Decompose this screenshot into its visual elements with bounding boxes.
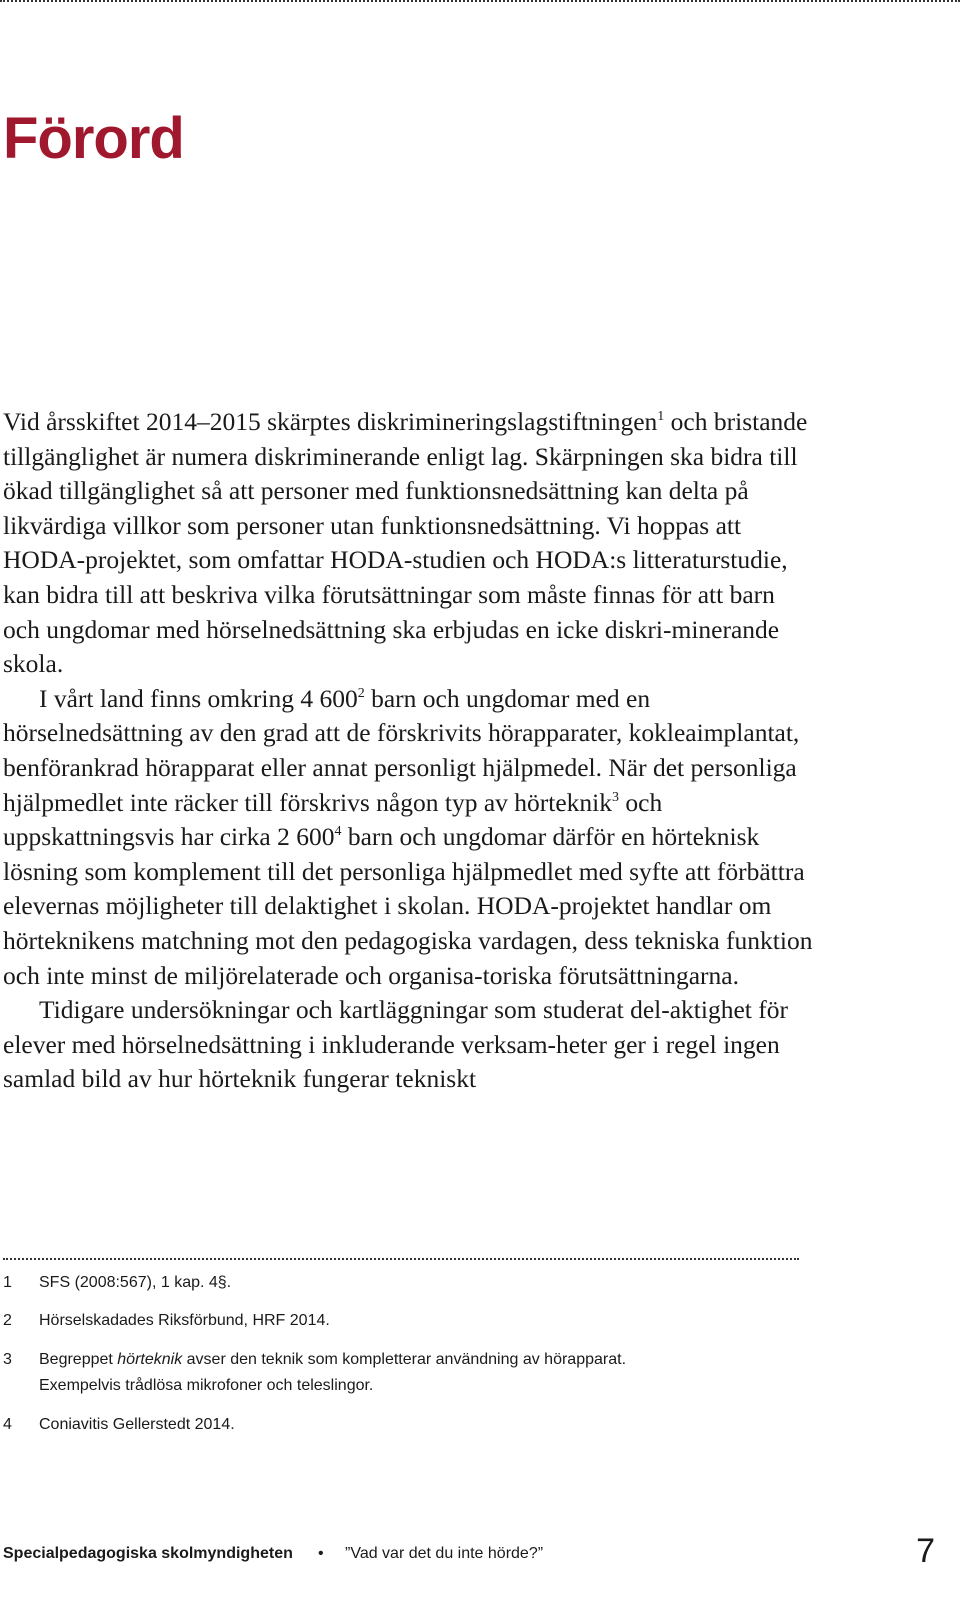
footnote-number: 3: [3, 1351, 12, 1368]
footer-organization: Specialpedagogiska skolmyndigheten: [3, 1545, 293, 1562]
paragraph-2-text-b: barn och ungdomar med en hörselnedsättning av den grad att de förskrivits hörapparater, kokleaimplantat, benförankrad hörapparat eller annat personligt hjälpmedel. När det personliga hjälpmedlet inte räcker till förskrivs någon typ av hörteknik: [3, 683, 800, 817]
footnote-text: Coniavitis Gellerstedt 2014.: [39, 1416, 235, 1433]
footnote-ref-1: 1: [657, 409, 665, 424]
body-text: [3, 405, 818, 1097]
paragraph-1-text-b: och bristande tillgänglighet är numera diskriminerande enligt lag. Skärpningen ska bidra till ökad tillgänglighet så att personer med funktionsnedsättning kan delta på likvärdiga villkor som personer utan funktionsnedsättning. Vi hoppas att HODA-projektet, som omfattar HODA-studien och HODA:s litteraturstudie, kan bidra till att beskriva vilka förutsättningar som måste finnas för att barn och ungdomar med hörselnedsättning ska erbjudas en icke diskri-minerande skola.: [3, 407, 808, 679]
footnote-term-italic: hörteknik: [117, 1351, 183, 1368]
footnote-text-before: Begreppet: [39, 1351, 118, 1368]
paragraph-2-text-d: barn och ungdomar därför en hörteknisk lösning som komplement till det personliga hjälpmedlet med syfte att förbättra elevernas möjligheter till delaktighet i skolan. HODA-projektet handlar om hörteknikens matchning mot den pedagogiska vardagen, dess tekniska funktion och inte minst de miljörelaterade och organisa-toriska förutsättningarna.: [3, 822, 813, 990]
footnote-dotted-rule: [3, 1258, 799, 1260]
footnote-ref-2: 2: [357, 685, 365, 701]
page-number: 7: [916, 1532, 935, 1570]
footnote-ref-3: 3: [612, 789, 619, 805]
page-footer: [3, 1532, 943, 1570]
paragraph-2-text-a: I vårt land finns omkring 4 600: [39, 683, 358, 713]
footnote-text: [39, 1347, 799, 1399]
footnote-number: 2: [3, 1312, 12, 1329]
page-title: Förord: [3, 106, 184, 171]
footnote-text-after: avser den teknik som kompletterar användning av hörapparat.: [182, 1351, 627, 1368]
top-dotted-rule: [0, 0, 960, 2]
paragraph-2: [3, 682, 818, 993]
paragraph-1-text-a: Vid årsskiftet 2014–2015 skärptes diskrimineringslagstiftningen: [3, 407, 658, 436]
footnote-ref-4: 4: [334, 824, 342, 840]
footnote-text: Hörselskadades Riksförbund, HRF 2014.: [39, 1312, 330, 1329]
footer-series-title: ”Vad var det du inte hörde?”: [345, 1545, 544, 1562]
footnote-number: 1: [3, 1274, 12, 1291]
paragraph-3: Tidigare undersökningar och kartläggningar som studerat del-aktighet för elever med hörselnedsättning i inkluderande verksam-heter ger i regel ingen samlad bild av hur hörteknik fungerar tekniskt: [3, 995, 788, 1094]
footnote-number: 4: [3, 1416, 12, 1433]
paragraph-1: [3, 405, 818, 682]
footer-bullet-separator: •: [318, 1545, 324, 1562]
paragraph-2-text-c: och uppskattningsvis har cirka 2 600: [3, 787, 663, 852]
footnote-text-line2: Exempelvis trådlösa mikrofoner och teleslingor.: [39, 1377, 374, 1394]
footnote-text: SFS (2008:567), 1 kap. 4§.: [39, 1274, 232, 1291]
